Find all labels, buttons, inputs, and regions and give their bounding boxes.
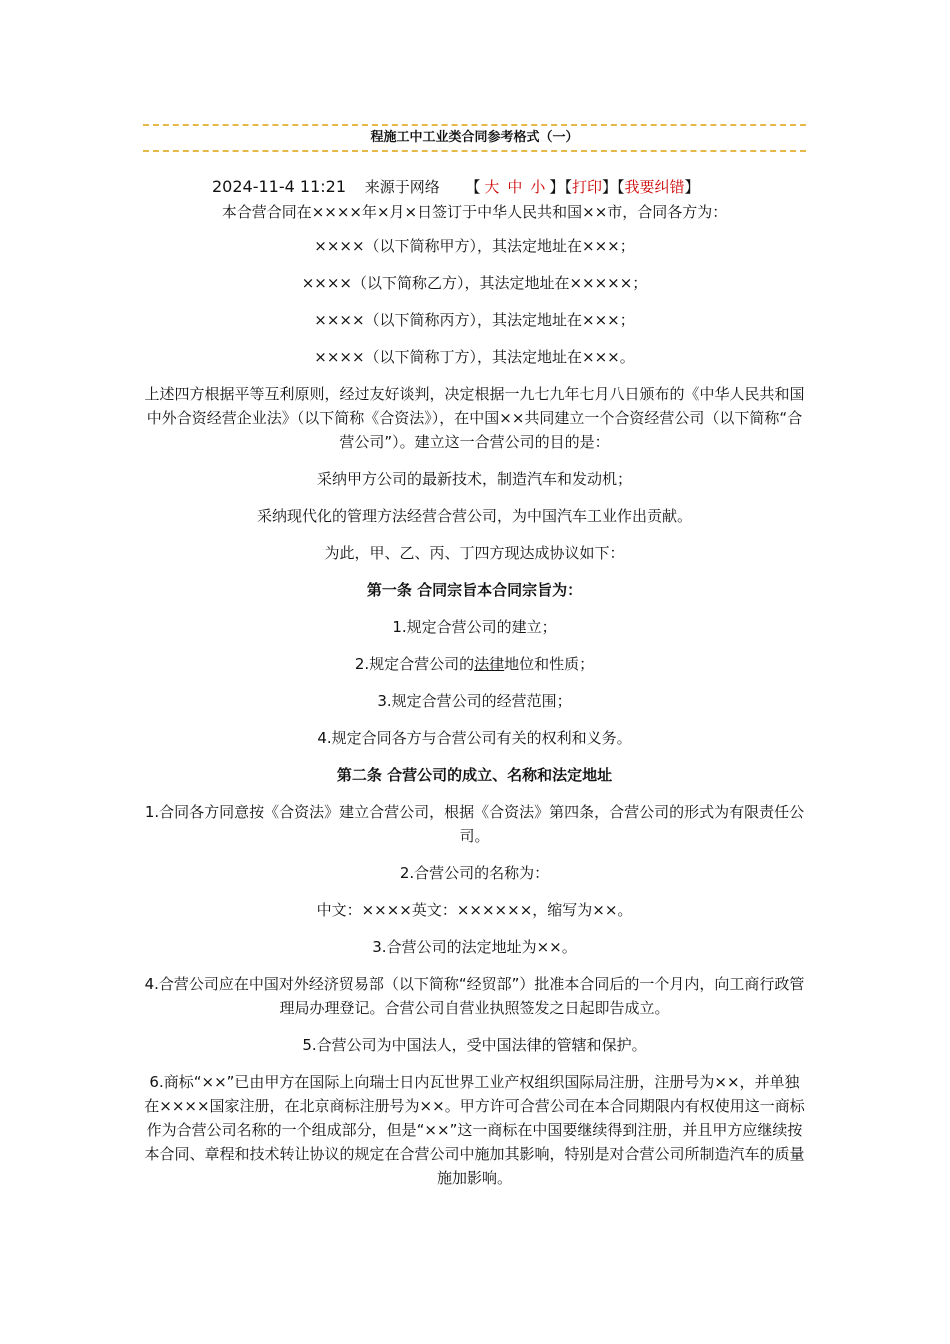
party-c: ××××（以下简称丙方），其法定地址在×××； xyxy=(314,311,635,329)
print-link[interactable]: 打印 xyxy=(571,178,602,196)
article-meta: 2024-11-4 11:21 来源于网络 【 大 中 小 】【打印】【我要纠错】 xyxy=(212,177,700,196)
party-a: ××××（以下简称甲方），其法定地址在×××； xyxy=(314,237,635,255)
article-2-item-3: 3.合营公司的法定地址为××。 xyxy=(372,938,577,956)
article-1-item-2: 2.规定合营公司的法律地位和性质； xyxy=(354,655,595,673)
party-d: ××××（以下简称丁方），其法定地址在×××。 xyxy=(314,348,635,366)
purpose-item-1: 采纳甲方公司的最新技术，制造汽车和发动机； xyxy=(316,470,632,488)
source-label: 来源于网络 xyxy=(364,178,440,196)
article-1-heading: 第一条 合同宗旨本合同宗旨为： xyxy=(366,581,583,599)
article-2-heading: 第二条 合营公司的成立、名称和法定地址 xyxy=(336,766,613,784)
law-link[interactable]: 法律 xyxy=(474,655,505,673)
paragraph-intro: 本合营合同在××××年×月×日签订于中华人民共和国××市，合同各方为： xyxy=(221,203,728,221)
article-1-item-3: 3.规定合营公司的经营范围； xyxy=(377,692,572,710)
purpose-item-2: 采纳现代化的管理方法经营合营公司，为中国汽车工业作出贡献。 xyxy=(256,507,692,525)
font-size-medium-link[interactable]: 中 xyxy=(507,178,523,196)
agreement-statement: 为此，甲、乙、丙、丁四方现达成协议如下： xyxy=(324,544,625,562)
article-2-item-5: 5.合营公司为中国法人，受中国法律的管辖和保护。 xyxy=(302,1036,647,1054)
company-name: 中文：××××英文：××××××，缩写为××。 xyxy=(316,901,633,919)
font-size-small-link[interactable]: 小 xyxy=(530,178,546,196)
article-1-item-4: 4.规定合同各方与合营公司有关的权利和义务。 xyxy=(317,729,632,747)
page-title: 程施工中工业类合同参考格式（一） xyxy=(370,130,579,145)
party-b: ××××（以下简称乙方），其法定地址在×××××； xyxy=(301,274,648,292)
article-2-item-1: 1.合同各方同意按《合资法》建立合营公司，根据《合资法》第四条，合营公司的形式为有限责任公司。 xyxy=(144,803,805,845)
article-2-item-2: 2.合营公司的名称为： xyxy=(399,864,550,882)
title-divider-top xyxy=(143,124,806,126)
article-2-item-6: 6.商标“××”已由甲方在国际上向瑞士日内瓦世界工业产权组织国际局注册，注册号为××，并单独在××××国家注册，在北京商标注册号为××。甲方许可合营公司在本合同期限内有权使用这一商标作为合营公司名称的一个组成部分，但是“××”这一商标在中国要继续得到注册，并且甲方应继续按本合同、章程和技术转让协议的规定在合营公司中施加其影响，特别是对合营公司所制造汽车的质量施加影响。 xyxy=(144,1073,805,1187)
title-divider-bottom xyxy=(143,150,806,152)
font-size-large-link[interactable]: 大 xyxy=(484,178,500,196)
publish-date: 2024-11-4 11:21 xyxy=(212,177,346,196)
paragraph-purpose: 上述四方根据平等互利原则，经过友好谈判，决定根据一九七九年七月八日颁布的《中华人民共和国中外合资经营企业法》（以下简称《合资法》），在中国××共同建立一个合资经营公司（以下简称“合营公司”）。建立这一合营公司的目的是： xyxy=(144,385,805,451)
document-body xyxy=(143,200,806,1203)
article-1-item-1: 1.规定合营公司的建立； xyxy=(392,618,557,636)
report-error-link[interactable]: 我要纠错 xyxy=(624,178,685,196)
article-2-item-4: 4.合营公司应在中国对外经济贸易部（以下简称“经贸部”）批准本合同后的一个月内，向工商行政管理局办理登记。合营公司自营业执照签发之日起即告成立。 xyxy=(144,975,805,1017)
